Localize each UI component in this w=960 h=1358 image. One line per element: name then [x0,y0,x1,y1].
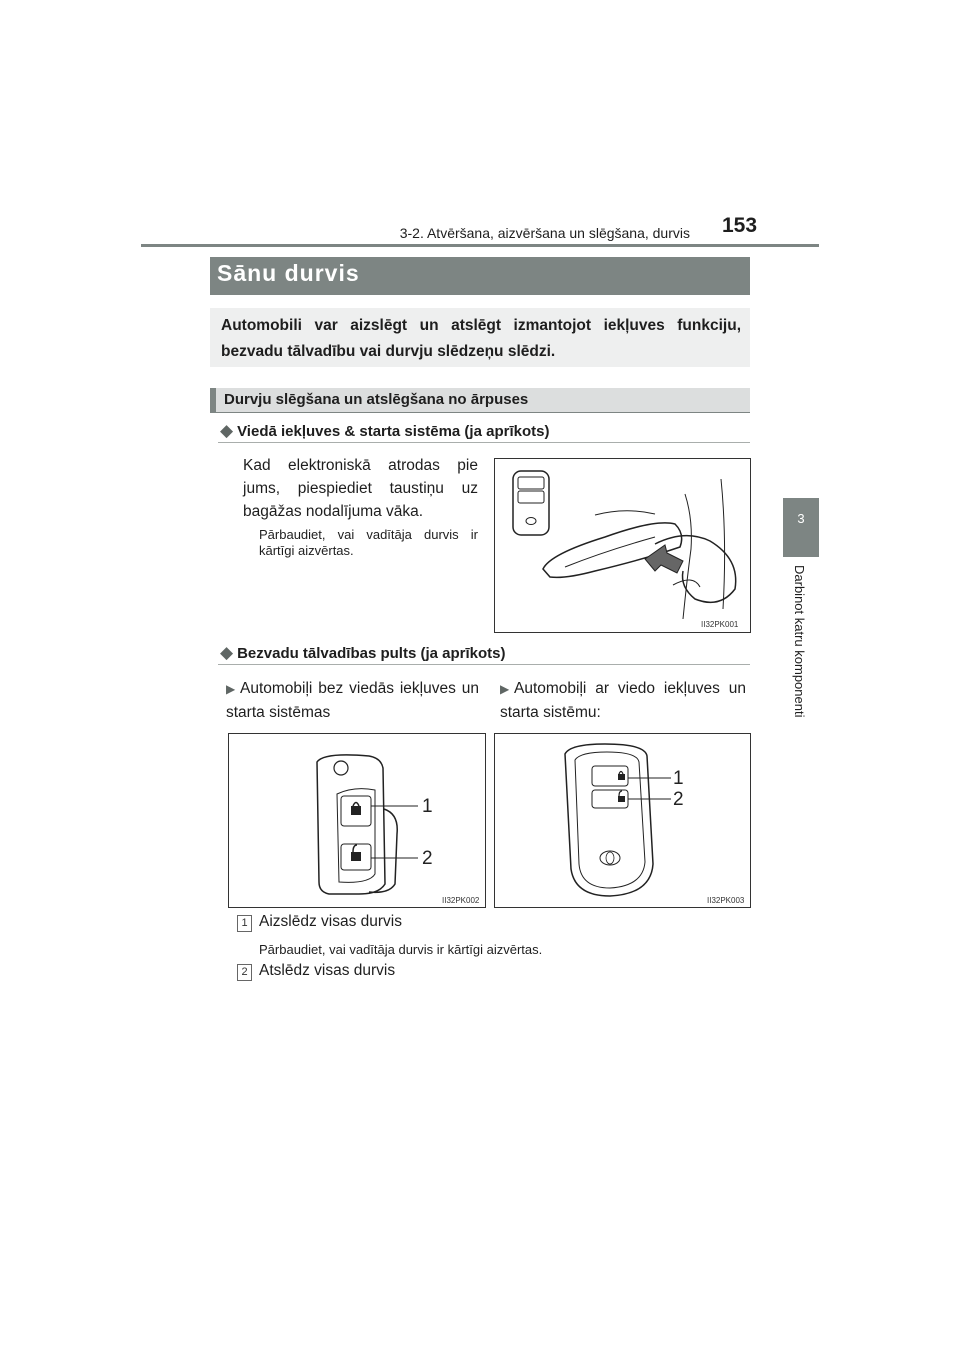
figure-flip-key [228,733,486,908]
page-title: Sānu durvis [217,260,360,286]
smart-entry-heading-text: Viedā iekļuves & starta sistēma (ja aprīkots) [237,423,550,440]
remote-heading [220,643,505,663]
heading-rule [218,664,750,665]
figure-code: II32PK001 [701,620,739,629]
figure-door-handle [494,458,751,633]
door-handle-illustration [495,459,750,632]
triangle-bullet-icon: ▶ [500,682,510,696]
column-right-text: Automobiļi ar viedo iekļuves un starta sistēmu: [500,680,746,721]
figure-code: II32PK003 [707,896,745,905]
diamond-icon: ◆ [220,643,234,662]
intro-text: Automobili var aizslēgt un atslēgt izmantojot iekļuves funkciju, bezvadu tālvadību vai durvju slēdzeņu slēdzi. [221,317,741,360]
smart-key-illustration [495,734,750,907]
column-right-heading [500,677,746,724]
legend-item-1-note: Pārbaudiet, vai vadītāja durvis ir kārtīgi aizvērtas. [259,942,543,957]
diamond-icon: ◆ [220,421,234,440]
legend-item-1-number: 1 [237,913,252,932]
subheading-marker [210,388,216,412]
smart-entry-heading [220,421,549,441]
triangle-bullet-icon: ▶ [226,682,236,696]
callout-1: 1 [673,768,684,789]
page-number: 153 [722,214,758,237]
figure-smart-key [494,733,751,908]
subheading-rule [210,412,750,413]
subheading: Durvju slēgšana un atslēgšana no ārpuses [224,391,529,408]
section-breadcrumb: 3-2. Atvēršana, aizvēršana un slēgšana, durvis [399,225,690,241]
callout-1: 1 [422,796,433,817]
heading-rule [218,442,750,443]
remote-heading-text: Bezvadu tālvadības pults (ja aprīkots) [237,645,506,662]
column-left-heading [226,677,479,724]
figure-code: II32PK002 [442,896,480,905]
callout-2: 2 [422,848,433,869]
legend-item-2: Atslēdz visas durvis [259,962,396,979]
callout-2: 2 [673,789,684,810]
chapter-title: Darbinot katru komponenti [792,565,807,718]
column-left-text: Automobiļi bez viedās iekļuves un starta sistēmas [226,680,479,721]
header-rule [141,244,819,247]
smart-entry-text: Kad elektroniskā atrodas pie jums, piespiediet taustiņu uz bagāžas nodalījuma vāka. [243,457,478,520]
legend-item-1: Aizslēdz visas durvis [259,913,402,930]
flip-key-illustration [229,734,485,907]
chapter-tab: 3 [783,498,819,557]
legend-item-2-number: 2 [237,962,252,981]
smart-entry-note: Pārbaudiet, vai vadītāja durvis ir kārtīgi aizvērtas. [259,527,478,558]
